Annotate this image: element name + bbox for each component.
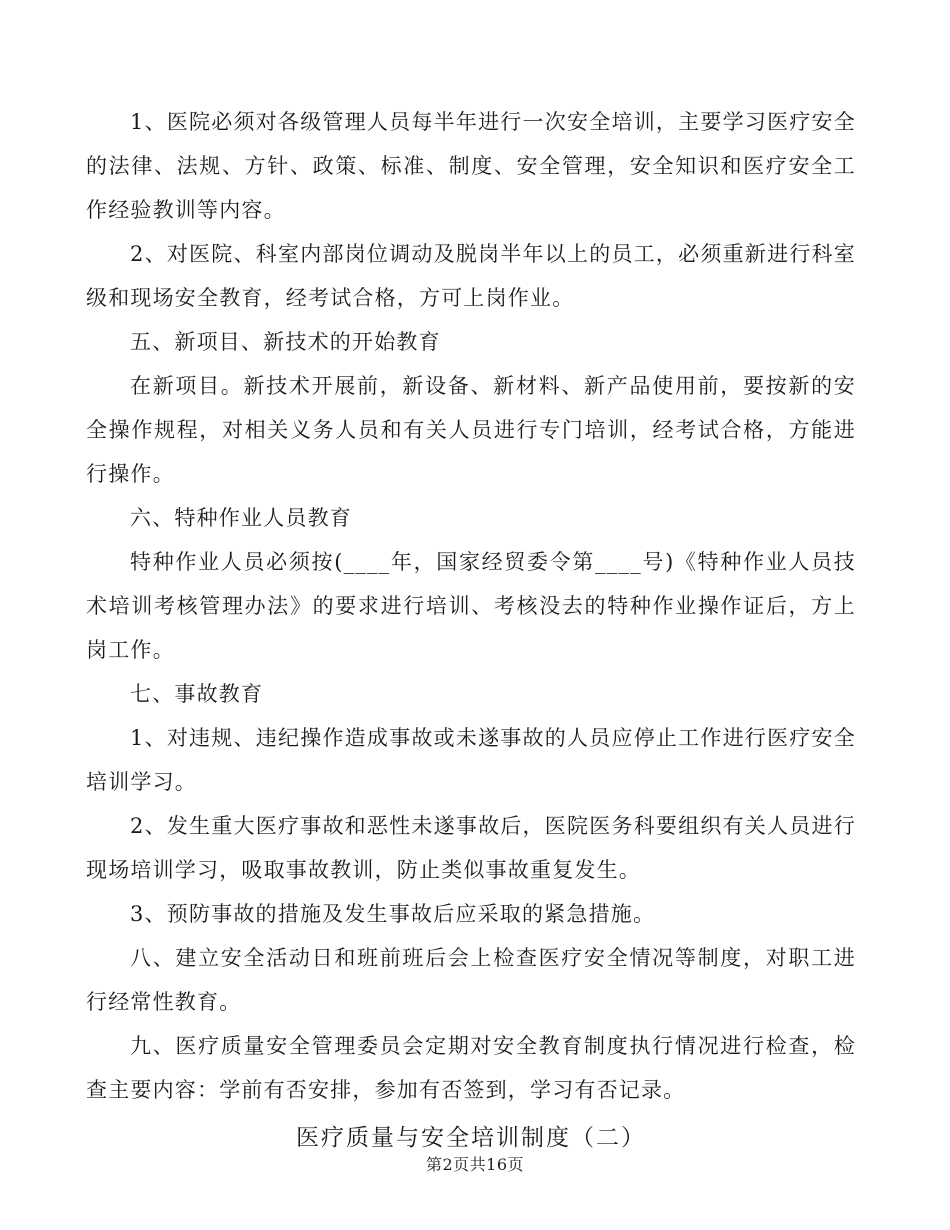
paragraph-transfer-staff: 2、对医院、科室内部岗位调动及脱岗半年以上的员工，必须重新进行科室级和现场安全教育，经考试合格，方可上岗作业。 xyxy=(86,242,856,310)
heading-new-projects: 五、新项目、新技术的开始教育 xyxy=(130,330,441,354)
paragraph-emergency-measures: 3、预防事故的措施及发生事故后应采取的紧急措施。 xyxy=(130,902,656,926)
paragraph-committee-inspection: 九、医疗质量安全管理委员会定期对安全教育制度执行情况进行检查，检查主要内容：学前有否安排，参加有否签到，学习有否记录。 xyxy=(86,1034,856,1102)
paragraph-special-operators: 特种作业人员必须按(____年，国家经贸委令第____号)《特种作业人员技术培训考核管理办法》的要求进行培训、考核没去的特种作业操作证后，方上岗工作。 xyxy=(86,550,856,662)
paragraph-major-accidents: 2、发生重大医疗事故和恶性未遂事故后，医院医务科要组织有关人员进行现场培训学习，吸取事故教训，防止类似事故重复发生。 xyxy=(86,814,856,882)
heading-special-operators: 六、特种作业人员教育 xyxy=(130,506,352,530)
paragraph-accident-violations: 1、对违规、违纪操作造成事故或未遂事故的人员应停止工作进行医疗安全培训学习。 xyxy=(86,726,856,794)
paragraph-new-projects: 在新项目。新技术开展前，新设备、新材料、新产品使用前，要按新的安全操作规程，对相关义务人员和有关人员进行专门培训，经考试合格，方能进行操作。 xyxy=(86,374,856,486)
section-title: 医疗质量与安全培训制度（二） xyxy=(296,1125,646,1151)
document-body xyxy=(86,100,856,1164)
paragraph-safety-activity-day: 八、建立安全活动日和班前班后会上检查医疗安全情况等制度，对职工进行经常性教育。 xyxy=(86,946,856,1014)
paragraph-training-managers: 1、医院必须对各级管理人员每半年进行一次安全培训，主要学习医疗安全的法律、法规、方针、政策、标准、制度、安全管理，安全知识和医疗安全工作经验教训等内容。 xyxy=(86,110,856,222)
page-footer: 第2页共16页 xyxy=(425,1155,525,1174)
heading-accident-education: 七、事故教育 xyxy=(130,682,264,706)
